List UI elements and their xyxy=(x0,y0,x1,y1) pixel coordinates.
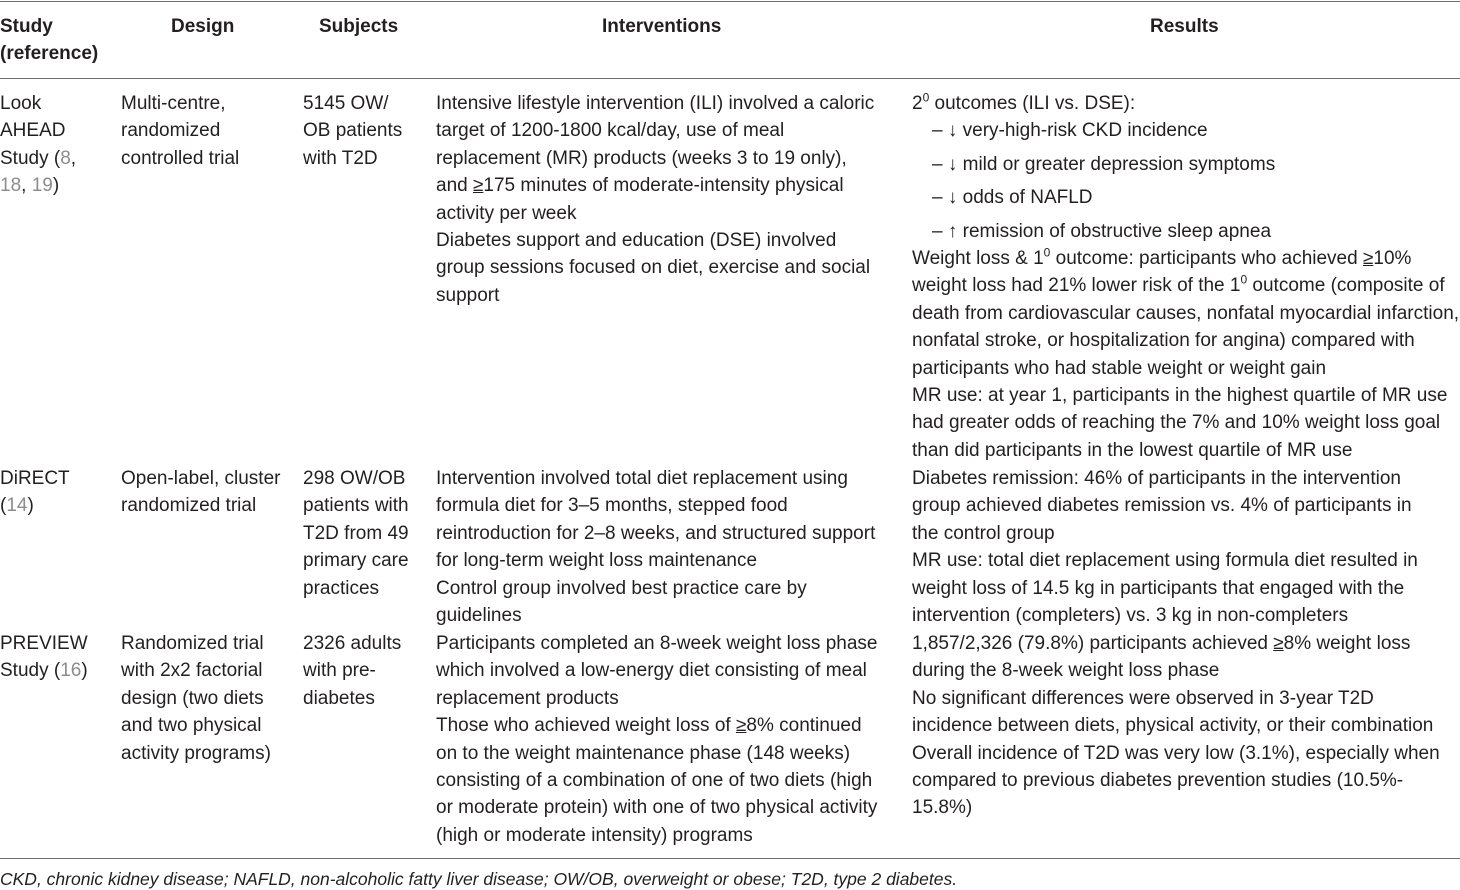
row1-interventions-line: target of 1200-1800 kcal/day, use of meal xyxy=(436,120,785,142)
row3-study xyxy=(0,630,88,685)
row3-subjects xyxy=(303,630,401,712)
row2-design xyxy=(121,465,280,520)
row3-design xyxy=(121,630,271,767)
header-interventions: Interventions xyxy=(602,16,722,37)
row1-results-line: than did participants in the lowest quartile of MR use xyxy=(912,439,1353,461)
row1-design-line: controlled trial xyxy=(121,147,240,169)
row1-interventions-line: group sessions focused on diet, exercise and social xyxy=(436,257,871,279)
row3-design-line: design (two diets xyxy=(121,687,264,709)
row1-interventions-line: activity per week xyxy=(436,202,577,224)
row2-subjects-line: T2D from 49 xyxy=(303,522,409,544)
row2-design-line: Open-label, cluster xyxy=(121,468,281,489)
row3-design-line: activity programs) xyxy=(121,742,271,764)
row3-results xyxy=(912,630,1440,822)
row2-study xyxy=(0,465,70,520)
header-study xyxy=(0,13,98,67)
row3-design-line: with 2x2 factorial xyxy=(121,660,263,682)
bottom-rule xyxy=(0,858,1460,859)
row3-interventions-line: which involved a low-energy diet consisting of meal xyxy=(436,660,867,682)
row3-results-line: Overall incidence of T2D was very low (3.1%), especially when xyxy=(912,742,1440,764)
row3-results-line: compared to previous diabetes prevention studies (10.5%- xyxy=(912,770,1404,792)
row2-results-line: Diabetes remission: 46% of participants in the intervention xyxy=(912,468,1401,489)
row3-interventions-line: Participants completed an 8-week weight loss phase xyxy=(436,633,878,654)
row1-results-line: weight loss had 21% lower risk of the $1^0$ outcome (composite of xyxy=(912,273,1445,297)
row1-design-line: Multi-centre, xyxy=(121,93,226,114)
row1-results-line: death from cardiovascular causes, nonfatal myocardial infarction, xyxy=(912,302,1460,324)
row1-results-bullet: – ↓ odds of NAFLD xyxy=(932,187,1093,209)
row3-results-line: incidence between diets, physical activity, or their combination xyxy=(912,715,1434,737)
row1-results-line: MR use: at year 1, participants in the highest quartile of MR use xyxy=(912,385,1448,407)
row3-design-line: Randomized trial xyxy=(121,633,264,654)
row1-subjects-line: OB patients xyxy=(303,120,403,142)
header-results: Results xyxy=(1150,16,1219,37)
row3-interventions-line: (high or moderate intensity) programs xyxy=(436,824,753,846)
row1-results-bullet: – ↑ remission of obstructive sleep apnea xyxy=(932,220,1272,242)
row2-interventions xyxy=(436,465,875,629)
reference-link[interactable]: 14 xyxy=(6,495,28,517)
row2-subjects-line: primary care xyxy=(303,550,409,572)
row1-interventions-line: and ≥175 minutes of moderate-intensity physical xyxy=(436,175,844,197)
row3-design-line: and two physical xyxy=(121,715,262,737)
row3-study-line2: Study (16) xyxy=(0,660,88,682)
row2-results xyxy=(912,465,1418,629)
row3-results-line: 15.8%) xyxy=(912,797,973,819)
row1-interventions xyxy=(436,90,874,309)
row1-study-line3: Study (8, xyxy=(0,147,77,169)
row3-interventions-line: consisting of a combination of one of two diets (high xyxy=(436,770,873,792)
header-design: Design xyxy=(171,16,235,37)
row3-interventions-line: Those who achieved weight loss of ≥8% continued xyxy=(436,715,862,737)
row1-interventions-line: Intensive lifestyle intervention (ILI) involved a caloric xyxy=(436,93,875,114)
row3-study-line1: PREVIEW xyxy=(0,633,88,654)
row2-results-line: group achieved diabetes remission vs. 4% of participants in xyxy=(912,495,1412,517)
row2-study-line1: DiRECT xyxy=(0,468,70,489)
row1-results-bullet: – ↓ very-high-risk CKD incidence xyxy=(932,120,1208,142)
reference-link[interactable]: 18 xyxy=(0,175,22,197)
header-rule xyxy=(0,78,1460,79)
row2-subjects xyxy=(303,465,409,602)
reference-link[interactable]: 8 xyxy=(60,147,71,169)
row2-interventions-line: Control group involved best practice care by xyxy=(436,577,807,599)
top-rule xyxy=(0,1,1460,2)
row1-subjects xyxy=(303,90,402,172)
row3-interventions-line: replacement products xyxy=(436,687,619,709)
header-subjects: Subjects xyxy=(319,16,399,37)
row1-results-line: nonfatal stroke, or hospitalization for angina) compared with xyxy=(912,330,1415,352)
row1-interventions-line: support xyxy=(436,284,500,306)
row2-interventions-line: for long-term weight loss maintenance xyxy=(436,550,758,572)
row2-interventions-line: Intervention involved total diet replacement using xyxy=(436,468,848,489)
row3-subjects-line: 2326 adults xyxy=(303,633,402,654)
row1-design-line: randomized xyxy=(121,120,221,142)
row1-results-line: Weight loss & $1^0$ outcome: participants who achieved ≥10% xyxy=(912,245,1412,270)
row1-subjects-line: with T2D xyxy=(303,147,378,169)
row2-design-line: randomized trial xyxy=(121,495,257,517)
row3-interventions xyxy=(436,630,877,849)
row2-subjects-line: practices xyxy=(303,577,380,599)
row1-subjects-line: 5145 OW/ xyxy=(303,93,389,114)
row1-study xyxy=(0,90,76,200)
row2-results-line: MR use: total diet replacement using formula diet resulted in xyxy=(912,550,1418,572)
reference-link[interactable]: 19 xyxy=(31,175,53,197)
row2-subjects-line: patients with xyxy=(303,495,409,517)
row2-study-line2: (14) xyxy=(0,495,34,517)
row1-results-bullet: – ↓ mild or greater depression symptoms xyxy=(932,153,1276,175)
row3-results-line: 1,857/2,326 (79.8%) participants achieved ≥8% weight loss xyxy=(912,633,1411,654)
row2-interventions-line: reintroduction for 2–8 weeks, and structured support xyxy=(436,522,876,544)
row1-interventions-line: replacement (MR) products (weeks 3 to 19 only), xyxy=(436,147,847,169)
row1-results-line: $2^0$ outcomes (ILI vs. DSE): xyxy=(912,90,1136,114)
row3-results-line: during the 8-week weight loss phase xyxy=(912,660,1220,682)
row2-results-line: the control group xyxy=(912,522,1055,544)
row3-interventions-line: or moderate protein) with one of two physical activity xyxy=(436,797,878,819)
table-footnote: CKD, chronic kidney disease; NAFLD, non-alcoholic fatty liver disease; OW/OB, overweight or obese; T2D, type 2 diabetes. xyxy=(0,869,958,889)
row1-interventions-line: Diabetes support and education (DSE) involved xyxy=(436,230,837,252)
row3-results-line: No significant differences were observed in 3-year T2D xyxy=(912,687,1374,709)
row1-study-line2: AHEAD xyxy=(0,120,66,142)
row1-results-line: had greater odds of reaching the 7% and 10% weight loss goal xyxy=(912,412,1441,434)
header-study-line1: Study xyxy=(0,16,53,37)
row1-design xyxy=(121,90,239,172)
row2-interventions-line: guidelines xyxy=(436,605,522,627)
row1-study-line1: Look xyxy=(0,93,42,114)
reference-link[interactable]: 16 xyxy=(60,660,82,682)
row3-subjects-line: diabetes xyxy=(303,687,375,709)
row1-results-line: participants who had stable weight or weight gain xyxy=(912,357,1327,379)
row2-results-line: intervention (completers) vs. 3 kg in non-completers xyxy=(912,605,1349,627)
row3-subjects-line: with pre- xyxy=(303,660,376,682)
row2-interventions-line: formula diet for 3–5 months, stepped food xyxy=(436,495,788,517)
row2-subjects-line: 298 OW/OB xyxy=(303,468,406,489)
header-study-line2: (reference) xyxy=(0,43,99,64)
row3-interventions-line: on to the weight maintenance phase (148 weeks) xyxy=(436,742,851,764)
row1-study-line4: 18, 19) xyxy=(0,175,60,197)
row2-results-line: weight loss of 14.5 kg in participants that engaged with the xyxy=(912,577,1405,599)
row1-results xyxy=(912,90,1459,464)
